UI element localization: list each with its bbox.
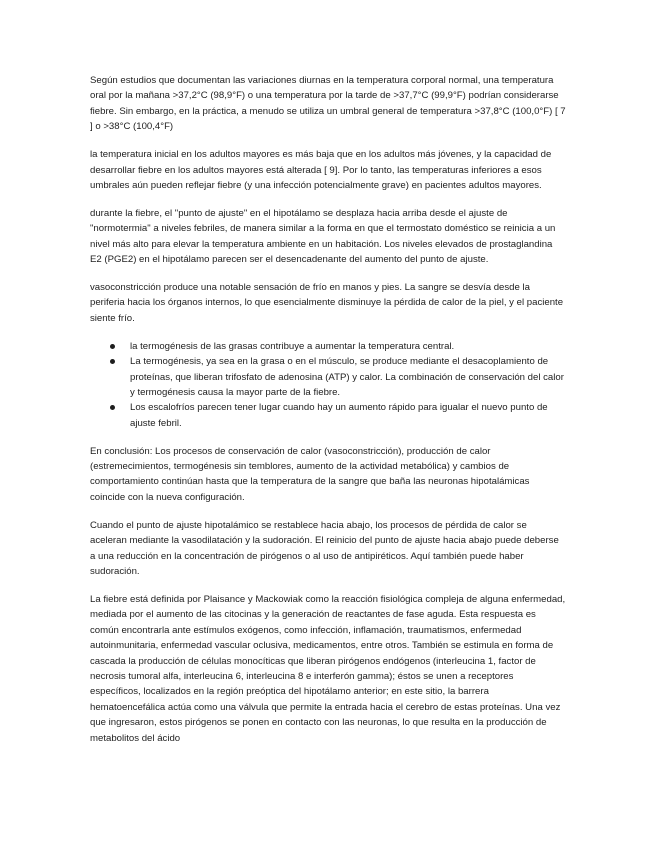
bullet-icon xyxy=(110,359,115,364)
bullet-text: La termogénesis, ya sea en la grasa o en el músculo, se produce mediante el desacoplamiento de proteínas, que liberan trifosfato de adenosina (ATP) y calor. La combinación de conservación del calor y termogénesis causa la mayor parte de la fiebre. xyxy=(130,356,564,398)
bullet-list xyxy=(90,339,566,431)
paragraph-older-adults: la temperatura inicial en los adultos mayores es más baja que en los adultos más jóvenes, y la capacidad de desarrollar fiebre en los adultos mayores está alterada [ 9]. Por lo tanto, las temperaturas inferiores a esos umbrales aún pueden reflejar fiebre (y una infección potencialmente grave) en pacientes adultos mayores. xyxy=(90,149,552,191)
bullet-text: la termogénesis de las grasas contribuye a aumentar la temperatura central. xyxy=(130,340,455,352)
paragraph-conclusion: En conclusión: Los procesos de conservación de calor (vasoconstricción), producción de calor (estremecimientos, termogénesis sin temblores, aumento de la actividad metabólica) y cambios de comportamiento continúan hasta que la temperatura de la sangre que baña las neuronas hipotalámicas coincide con la nueva configuración. xyxy=(90,445,530,503)
paragraph-fever-definition: La fiebre está definida por Plaisance y Mackowiak como la reacción fisiológica compleja de alguna enfermedad, mediada por el aumento de las citocinas y la generación de reactantes de fase aguda. Esta respuesta es común encontrarla ante estímulos exógenos, como infección, inflamación, traumatismos, enfermedad autoinmunitaria, enfermedad vascular oclusiva, medicamentos, entre otros. También se estimula en forma de cascada la producción de células monocíticas que liberan pirógenos endógenos (interleucina 1, factor de necrosis tumoral alfa, interleucina 6, interleucina 8 e interferón gamma); éstos se unen a receptores específicos, localizados en la región preóptica del hipotálamo anterior; en este sitio, la barrera hematoencefálica actúa como una válvula que permite la entrada hacia el cerebro de estas proteínas. Una vez que ingresaron, estos pirógenos se ponen en contacto con las neuronas, lo que resulta en la producción de metabolitos del ácido xyxy=(90,593,566,744)
list-item xyxy=(90,354,566,400)
list-item xyxy=(90,400,566,431)
paragraph-vasoconstriction: vasoconstricción produce una notable sensación de frío en manos y pies. La sangre se desvía desde la periferia hacia los órganos internos, lo que esencialmente disminuye la pérdida de calor de la piel, y el paciente siente frío. xyxy=(90,281,564,324)
bullet-icon xyxy=(110,344,115,349)
list-item xyxy=(90,339,566,354)
document-page xyxy=(90,73,566,758)
bullet-icon xyxy=(110,405,115,410)
bullet-text: Los escalofríos parecen tener lugar cuando hay un aumento rápido para igualar el nuevo punto de ajuste febril. xyxy=(130,402,548,429)
paragraph-set-point: durante la fiebre, el "punto de ajuste" en el hipotálamo se desplaza hacia arriba desde el ajuste de "normotermia" a niveles febriles, de manera similar a la forma en que el termostato doméstico se reinicia a un nivel más alto para elevar la temperatura ambiente en un habitación. Los niveles elevados de prostaglandina E2 (PGE2) en el hipotálamo parecen ser el desencadenante del aumento del punto de ajuste. xyxy=(90,207,556,266)
paragraph-fever-thresholds: Según estudios que documentan las variaciones diurnas en la temperatura corporal normal, una temperatura oral por la mañana >37,2°C (98,9°F) o una temperatura por la tarde de >37,7°C (99,9°F) podrían considerarse fiebre. Sin embargo, en la práctica, a menudo se utiliza un umbral general de temperatura >37,8°C (100,0°F) [ 7 ] o >38°C (100,4°F) xyxy=(90,75,566,133)
paragraph-set-point-reset: Cuando el punto de ajuste hipotalámico se restablece hacia abajo, los procesos de pérdida de calor se aceleran mediante la vasodilatación y la sudoración. El reinicio del punto de ajuste hacia abajo puede deberse a una reducción en la concentración de pirógenos o al uso de antipiréticos. Aquí también puede haber sudoración. xyxy=(90,519,559,577)
